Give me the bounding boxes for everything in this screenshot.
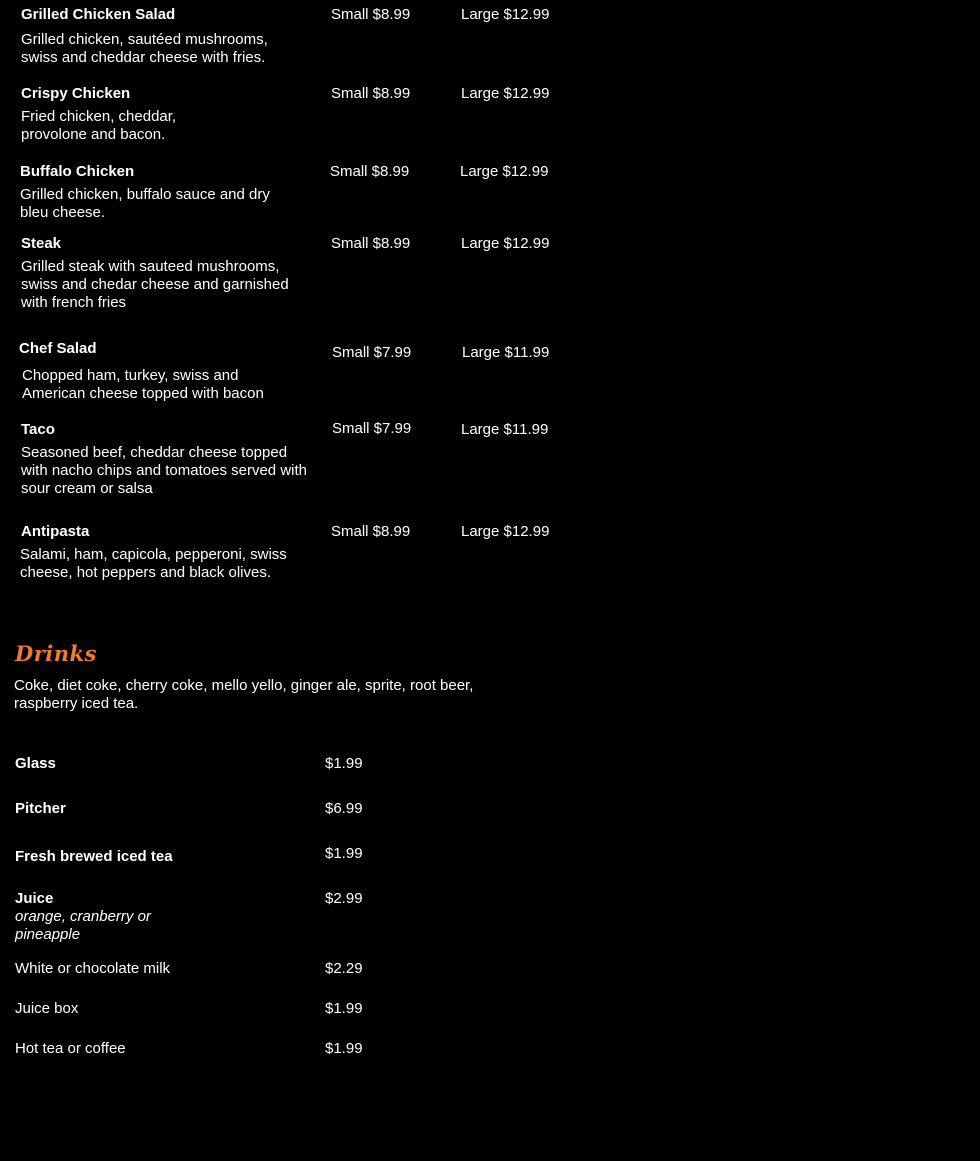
- drink-price: $1.99: [325, 755, 363, 772]
- item-price-large: Large $12.99: [460, 163, 549, 180]
- drink-price: $2.99: [325, 890, 363, 907]
- drink-name: Pitcher: [15, 800, 66, 817]
- drink-note: orange, cranberry or pineapple: [15, 908, 151, 943]
- item-price-large: Large $12.99: [461, 523, 550, 540]
- drink-price: $6.99: [325, 800, 363, 817]
- item-description: Grilled chicken, sautéed mushrooms, swiss and cheddar cheese with fries.: [21, 31, 268, 66]
- item-name: Steak: [21, 235, 62, 252]
- item-price-small: Small $7.99: [332, 420, 412, 437]
- drinks-intro: Coke, diet coke, cherry coke, mello yello, ginger ale, sprite, root beer, raspberry iced tea.: [14, 677, 474, 712]
- drink-price: $1.99: [325, 1000, 363, 1017]
- drink-name: White or chocolate milk: [15, 960, 171, 977]
- drink-name: Fresh brewed iced tea: [15, 848, 173, 865]
- item-price-large: Large $12.99: [461, 85, 550, 102]
- item-price-small: Small $8.99: [331, 523, 411, 540]
- item-description: Grilled steak with sauteed mushrooms, swiss and chedar cheese and garnished with french fries: [21, 258, 289, 311]
- item-name: Grilled Chicken Salad: [21, 6, 176, 23]
- drink-name: Hot tea or coffee: [15, 1040, 126, 1057]
- drinks-heading: Drinks: [15, 641, 97, 666]
- drink-name: Glass: [15, 755, 56, 772]
- item-price-large: Large $12.99: [461, 235, 550, 252]
- item-name: Taco: [21, 421, 55, 438]
- drink-price: $2.29: [325, 960, 363, 977]
- item-price-small: Small $8.99: [331, 6, 411, 23]
- item-price-large: Large $11.99: [462, 344, 550, 361]
- item-price-small: Small $7.99: [332, 344, 412, 361]
- item-description: Chopped ham, turkey, swiss and American cheese topped with bacon: [22, 367, 264, 402]
- item-name: Crispy Chicken: [21, 85, 131, 102]
- item-price-small: Small $8.99: [331, 85, 411, 102]
- drink-name: Juice: [15, 890, 54, 907]
- drink-price: $1.99: [325, 845, 363, 862]
- item-price-small: Small $8.99: [330, 163, 410, 180]
- item-price-large: Large $11.99: [461, 421, 549, 438]
- item-description: Fried chicken, cheddar, provolone and bacon.: [21, 108, 177, 143]
- item-description: Grilled chicken, buffalo sauce and dry bleu cheese.: [20, 186, 270, 221]
- item-name: Antipasta: [21, 523, 90, 540]
- item-name: Chef Salad: [19, 340, 97, 357]
- drink-price: $1.99: [325, 1040, 363, 1057]
- item-price-small: Small $8.99: [331, 235, 411, 252]
- item-description: Seasoned beef, cheddar cheese topped with nacho chips and tomatoes served with sour cream or salsa: [21, 444, 307, 497]
- item-description: Salami, ham, capicola, pepperoni, swiss cheese, hot peppers and black olives.: [20, 546, 287, 581]
- item-price-large: Large $12.99: [461, 6, 550, 23]
- drink-name: Juice box: [15, 1000, 79, 1017]
- item-name: Buffalo Chicken: [20, 163, 135, 180]
